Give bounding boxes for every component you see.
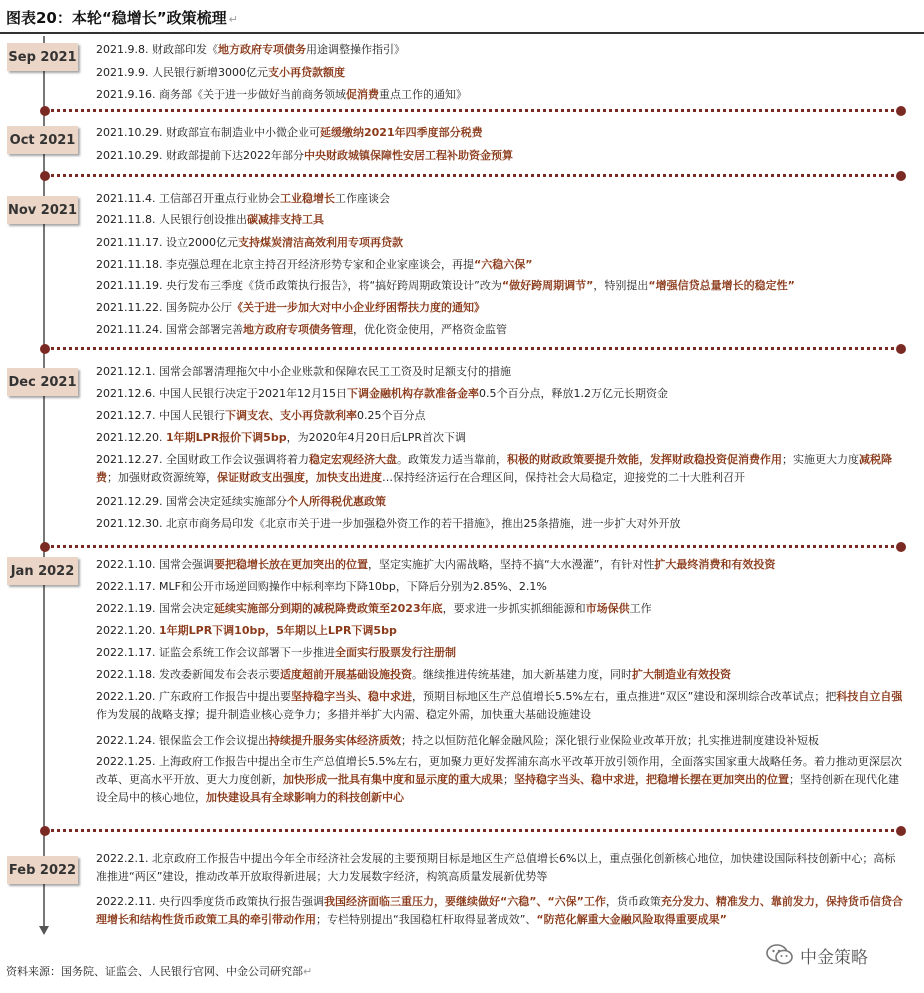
entry-text: 2022.1.17. MLF和公开市场逆回购操作中标利率均下降10bp，下降后分别为2.85%、2.1% [96,580,547,593]
month-label-nov-2021: Nov 2021 [7,196,78,224]
highlight-text: 市场保供 [585,602,630,615]
policy-entry [96,494,386,510]
entry-text: 工作座谈会 [334,192,390,205]
entry-text: ，为2020年4月20日后LPR首次下调 [286,431,466,444]
paragraph-mark: ↵ [228,13,238,26]
entry-text: 2022.2.11. 央行四季度货币政策执行报告强调 [96,895,324,908]
entry-text: 。政策发力适当靠前， [396,453,507,466]
highlight-text: 中央财政城镇保障性安居工程补助资金预算 [303,149,513,162]
separator-sep-oct [46,109,900,112]
highlight-text: 稳定宏观经济大盘 [308,453,397,466]
entry-text: ，货币政策 [605,895,661,908]
entry-text: 。继续推进传统基建，加大新基建力度，同时 [411,668,632,681]
policy-entry [96,257,532,273]
highlight-text: 支持煤炭清洁高效利用专项再贷款 [237,236,403,249]
highlight-text: 加快形成一批具有集中度和显示度的重大成果 [283,773,503,786]
policy-entry [96,667,731,683]
highlight-text: 坚持稳字当头、稳中求进 [290,690,412,703]
entry-text: 2021.10.29. 财政部提前下达2022年部分 [96,149,304,162]
highlight-text: 1年期LPR报价下调5bp [165,431,287,444]
entry-text: ，优化资金使用，严格资金监管 [352,323,507,336]
entry-text: 2021.11.17. 设立2000亿元 [96,236,238,249]
entry-text: 2022.1.24. 银保监会工作会议提出 [96,734,269,747]
highlight-text: 要把稳增长放在更加突出的位置 [213,558,368,571]
entry-text: 2021.9.8. 财政部印发《 [96,43,218,56]
entry-text: 2021.11.18. 李克强总理在北京主持召开经济形势专家和企业家座谈会，再提 [96,258,474,271]
highlight-text: 支小再贷款额度 [267,66,345,79]
brand-logo [766,942,868,968]
separator-dot [40,106,50,116]
entry-text: ；专栏特别提出“我国稳杠杆取得显著成效”、 [316,913,537,926]
highlight-text: 扩大最终消费和有效投资 [654,558,776,571]
separator-oct-nov [46,174,900,177]
policy-entry [96,850,904,886]
source-note: 资料来源：国务院、证监会、人民银行官网、中金公司研究部↵ [6,965,313,978]
highlight-text: 下调支农、支小再贷款利率 [224,409,357,422]
entry-text: 2021.11.8. 人民银行创设推出 [96,213,247,226]
entry-text: 2021.9.9. 人民银行新增3000亿元 [96,66,268,79]
entry-text: 2022.1.19. 国常会决定 [96,602,214,615]
highlight-text: 《关于进一步加大对中小企业纾困帮扶力度的通知》 [231,301,485,314]
highlight-text: 促消费 [345,88,379,101]
entry-text: 用途调整操作指引》 [305,43,405,56]
entry-text: 2022.1.20. [96,624,159,637]
highlight-text: 保证财政支出强度，加快支出进度 [217,471,382,484]
entry-text: ，坚定实施扩大内需战略，坚持不搞“大水漫灌”，有针对性 [367,558,655,571]
entry-text: 2021.11.4. 工信部召开重点行业协会 [96,192,280,205]
highlight-text: 积极的财政政策要提升效能，发挥财政稳投资促消费作用 [506,453,782,466]
separator-dot [896,542,906,552]
policy-entry [96,42,405,58]
entry-text: 2021.12.29. 国常会决定延续实施部分 [96,495,287,508]
entry-text: 2021.12.27. 全国财政工作会议强调将着力 [96,453,309,466]
policy-entry [96,191,390,207]
policy-entry [96,451,904,487]
timeline-axis [43,36,45,928]
highlight-text: 持续提升服务实体经济质效 [268,734,401,747]
highlight-text: 碳减排支持工具 [246,213,324,226]
highlight-text: “增强信贷总量增长的稳定性” [648,279,795,292]
month-label-sep-2021: Sep 2021 [7,43,78,71]
policy-entry [96,235,403,251]
month-label-jan-2022: Jan 2022 [7,557,78,585]
policy-entry [96,516,680,532]
entry-text: ，要求进一步抓实抓细能源和 [442,602,586,615]
policy-entry [96,733,819,749]
highlight-text: 科技自立自强 [836,690,903,703]
entry-text: 2021.11.24. 国常会部署完善 [96,323,243,336]
highlight-text: “做好跨周期调节” [501,279,594,292]
entry-text: …保持经济运行在合理区间，保持社会大局稳定，迎接党的二十大胜利召开 [382,471,745,484]
highlight-text: 个人所得税优惠政策 [286,495,386,508]
highlight-text: 我国经济面临三重压力，要继续做好“六稳”、“六保”工作 [323,895,606,908]
paragraph-mark: ↵ [303,965,313,978]
highlight-text: 地方政府专项债务 [217,43,306,56]
policy-entry [96,386,668,402]
logo-text: 中金策略 [800,947,868,968]
month-label-feb-2022: Feb 2022 [7,856,78,884]
highlight-text: 扩大制造业有效投资 [631,668,731,681]
policy-entry [96,364,511,380]
month-label-dec-2021: Dec 2021 [7,368,78,396]
separator-dec-jan [46,545,900,548]
separator-dot [40,542,50,552]
highlight-text: 减税降费 [96,453,892,484]
timeline-arrow-icon [39,926,49,935]
policy-entry [96,688,904,724]
entry-text: ；坚持创新在现代化建设全局中的核心地位， [96,773,899,804]
entry-text: 2021.11.22. 国务院办公厅 [96,301,232,314]
highlight-text: 延缓缴纳2021年四季度部分税费 [319,126,483,139]
policy-entry [96,430,466,446]
highlight-text: 延续实施部分到期的减税降费政策至2023年底 [213,602,443,615]
separator-dot [896,106,906,116]
entry-text: 2022.1.20. 广东政府工作报告中提出要 [96,690,291,703]
entry-text: 0.25个百分点 [356,409,426,422]
entry-text: 2021.12.1. 国常会部署清理拖欠中小企业账款和保障农民工工资及时足额支付的措施 [96,365,511,378]
entry-text: 0.5个百分点，释放1.2万亿元长期资金 [478,387,668,400]
entry-text: ；加强财政资源统筹， [107,471,217,484]
entry-text: 2021.12.30. 北京市商务局印发《北京市关于进一步加强稳外资工作的若干措施》，推出25条措施，进一步扩大对外开放 [96,517,681,530]
highlight-text: 坚持稳字当头、稳中求进，把稳增长摆在更加突出的位置 [514,773,789,786]
entry-text: ； [503,773,514,786]
entry-text: 2021.12.20. [96,431,166,444]
wechat-icon [766,944,794,966]
highlight-text: 充分发力、精准发力、靠前发力，保持货币信贷合理增长和结构性货币政策工具的牵引带动作用 [96,895,903,926]
policy-entry [96,645,456,661]
highlight-text: 全面实行股票发行注册制 [334,646,456,659]
entry-text: 2021.12.6. 中国人民银行决定于2021年12月15日 [96,387,347,400]
highlight-text: 工业稳增长 [279,192,335,205]
entry-text: 重点工作的通知》 [378,88,467,101]
policy-entry [96,579,547,595]
policy-entry [96,408,425,424]
highlight-text: 适度超前开展基础设施投资 [279,668,412,681]
entry-text: ，特别提出 [593,279,649,292]
entry-text: 2021.10.29. 财政部宣布制造业中小微企业可 [96,126,320,139]
entry-text: 工作 [629,602,652,615]
separator-dot [40,171,50,181]
separator-dot [896,171,906,181]
policy-entry [96,148,513,164]
highlight-text: 地方政府专项债务管理 [242,323,353,336]
entry-text: 2021.9.16. 商务部《关于进一步做好当前商务领域 [96,88,346,101]
separator-dot [896,826,906,836]
month-label-oct-2021: Oct 2021 [7,126,78,154]
figure-title: 图表20：本轮“稳增长”政策梳理 ↵ [6,9,238,27]
policy-entry [96,300,485,316]
separator-dot [896,344,906,354]
policy-entry [96,212,324,228]
entry-text: 2021.12.7. 中国人民银行 [96,409,225,422]
policy-entry [96,65,345,81]
entry-text: 2021.11.19. 央行发布三季度《货币政策执行报告》，将“搞好跨周期政策设计”改为 [96,279,502,292]
entry-text: 2022.1.17. 证监会系统工作会议部署下一步推进 [96,646,335,659]
entry-text: 2022.2.1. 北京政府工作报告中提出今年全市经济社会发展的主要预期目标是地区生产总值增长6%以上，重点强化创新核心地位，加快建设国际科技创新中心；高标准推进“两区”建设，推动改革开放取得新进展；大力发展数字经济，构筑高质量发展新优势等 [96,852,896,883]
separator-dot [40,344,50,354]
policy-entry [96,753,904,807]
entry-text: 作为发展的战略支撑；提升制造业核心竞争力；多措并举扩大内需、稳定外需，加快重大基础设施建设 [96,708,591,721]
policy-entry [96,623,397,639]
separator-jan-feb [46,829,900,832]
policy-entry [96,322,507,338]
policy-entry [96,893,904,929]
policy-entry [96,278,795,294]
policy-entry [96,601,652,617]
highlight-text: “防范化解重大金融风险取得重要成果” [536,913,727,926]
separator-nov-dec [46,347,900,350]
policy-entry [96,125,483,141]
entry-text: 2022.1.10. 国常会强调 [96,558,214,571]
policy-entry [96,557,775,573]
entry-text: ；持之以恒防范化解金融风险；深化银行业保险业改革开放；扎实推进制度建设补短板 [400,734,819,747]
highlight-text: 1年期LPR下调10bp，5年期以上LPR下调5bp [158,624,397,637]
separator-dot [40,826,50,836]
policy-entry [96,87,467,103]
entry-text: 2022.1.18. 发改委新闻发布会表示要 [96,668,280,681]
highlight-text: 加快建设具有全球影响力的科技创新中心 [206,791,404,804]
title-rule [0,32,924,34]
highlight-text: “六稳六保” [473,258,533,271]
highlight-text: 下调金融机构存款准备金率 [346,387,479,400]
entry-text: 2022.1.25. 上海政府工作报告中提出全市生产总值增长5.5%左右，更加聚力更好发挥浦东高水平改革开放引领作用，全面落实国家重大战略任务。着力推动更深层次改革、更高水平开放、更大力度创新， [96,755,902,786]
entry-text: ；实施更大力度 [781,453,859,466]
entry-text: ，预期目标地区生产总值增长5.5%左右，重点推进“双区”建设和深圳综合改革试点；把 [411,690,837,703]
